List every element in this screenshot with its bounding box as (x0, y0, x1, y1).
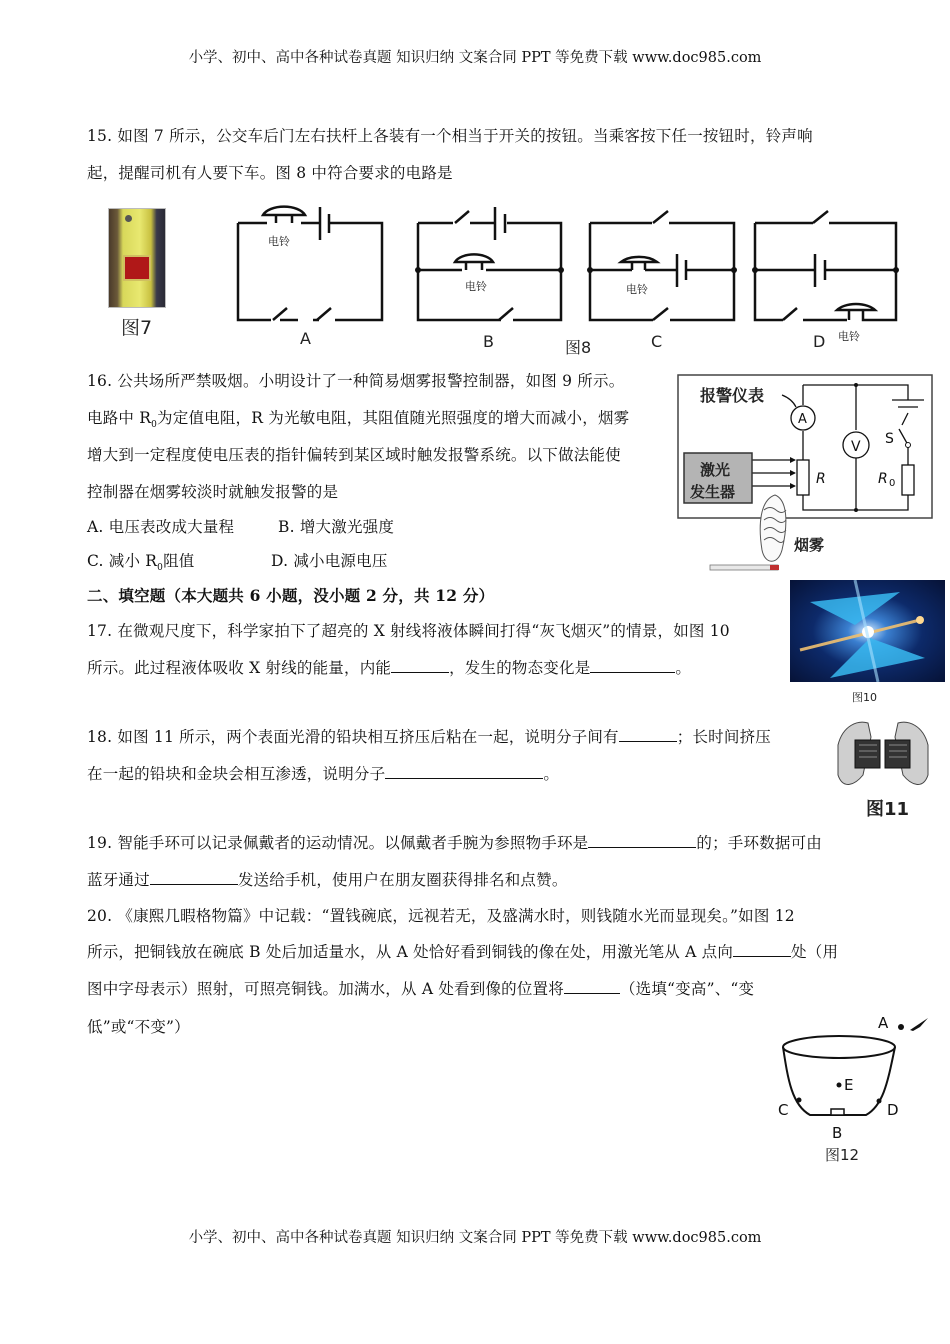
fig11-label: 图11 (866, 799, 910, 820)
fig10-label: 图10 (852, 691, 877, 704)
svg-text:C: C (778, 1101, 789, 1119)
circuit-c-bell-label: 电铃 (626, 283, 648, 296)
red-button-icon (123, 255, 151, 281)
fig11-lead-blocks (833, 715, 933, 795)
circuit-a-bell-label: 电铃 (268, 235, 290, 248)
circuit-d (755, 211, 896, 320)
svg-text:报警仪表: 报警仪表 (700, 386, 765, 405)
svg-text:R: R (878, 471, 888, 487)
resistor-r-icon (797, 460, 809, 495)
section2-title: 二、填空题（本大题共 6 小题，没小题 2 分，共 12 分） (87, 586, 495, 605)
page-header: 小学、初中、高中各种试卷真题 知识归纳 文案合同 PPT 等免费下载 www.doc985.com (188, 50, 762, 66)
q18-text-line1: 18. 如图 11 所示，两个表面光滑的铅块相互挤压后粘在一起，说明分子间有 ；长时间挤压 (87, 728, 771, 746)
q15-text-line2: 起，提醒司机有人要下车。图 8 中符合要求的电路是 (87, 164, 453, 182)
svg-text:烟雾: 烟雾 (794, 536, 825, 554)
svg-text:激光: 激光 (700, 461, 731, 479)
fig12-bowl-diagram (770, 1005, 940, 1170)
svg-text:E: E (844, 1076, 854, 1094)
option-d-label: D (813, 332, 826, 351)
q19-text-line1: 19. 智能手环可以记录佩戴者的运动情况。以佩戴者手腕为参照物手环是 的；手环数据可由 (87, 834, 822, 852)
q15-text-line1: 15. 如图 7 所示，公交车后门左右扶杆上各装有一个相当于开关的按钮。当乘客按下任一按钮时，铃声响 (87, 127, 813, 145)
resistor-r0-icon (902, 465, 914, 495)
q16-text-line2: 电路中 $R_0$为定值电阻，R 为光敏电阻，其阻值随光照强度的增大而减小，烟雾 (87, 409, 630, 431)
svg-text:A: A (798, 412, 807, 427)
svg-text:发生器: 发生器 (690, 483, 736, 501)
cigarette-icon (710, 565, 778, 570)
q20-blank-1[interactable] (733, 942, 791, 957)
q16-text-line1: 16. 公共场所严禁吸烟。小明设计了一种简易烟雾报警控制器，如图 9 所示。 (87, 372, 625, 390)
q16-text-line3: 增大到一定程度使电压表的指针偏转到某区域时触发报警系统。以下做法能使 (87, 446, 621, 464)
svg-text:A: A (878, 1014, 889, 1032)
q18-blank-1[interactable] (619, 727, 677, 742)
page-footer: 小学、初中、高中各种试卷真题 知识归纳 文案合同 PPT 等免费下载 www.doc985.com (188, 1230, 762, 1246)
fig10-xray-image (790, 580, 945, 682)
fig7-photo (108, 208, 166, 308)
q17-blank-2[interactable] (590, 658, 675, 673)
svg-text:R: R (816, 471, 826, 487)
svg-text:D: D (887, 1101, 899, 1119)
q16-option-b: B. 增大激光强度 (278, 518, 395, 536)
q16-text-line4: 控制器在烟雾较淡时就触发报警的是 (87, 483, 339, 501)
q20-text-line4: 低”或“不变”） (87, 1018, 190, 1036)
svg-text:V: V (851, 439, 861, 455)
q20-blank-2[interactable] (564, 979, 620, 994)
fig9-smoke-alarm-circuit (670, 365, 940, 575)
circuit-b (418, 207, 561, 320)
svg-text:B: B (832, 1124, 843, 1142)
q17-text-line1: 17. 在微观尺度下，科学家拍下了超亮的 X 射线将液体瞬间打得“灰飞烟灭”的情景，如图 10 (87, 622, 730, 640)
coin-icon (831, 1109, 844, 1115)
q17-text-line2: 所示。此过程液体吸收 X 射线的能量，内能 ，发生的物态变化是 。 (87, 659, 692, 677)
svg-text:S: S (885, 431, 894, 447)
option-c-label: C (651, 332, 663, 351)
q19-blank-2[interactable] (150, 870, 238, 885)
circuit-d-bell-label: 电铃 (838, 330, 860, 343)
q20-text-line1: 20. 《康熙几暇格物篇》中记载：“置钱碗底，远视若无，及盛满水时，则钱随水光而显现矣。”如图 12 (87, 907, 795, 925)
q20-text-line3: 图中字母表示）照射，可照亮铜钱。加满水，从 A 处看到像的位置将 （选填“变高”、“变 (87, 980, 755, 998)
circuit-c (590, 211, 734, 320)
q17-blank-1[interactable] (391, 658, 449, 673)
fig8-label: 图8 (565, 338, 592, 357)
button-screw-icon (125, 215, 132, 222)
q19-text-line2: 蓝牙通过 发送给手机，使用户在朋友圈获得排名和点赞。 (87, 871, 568, 889)
circuit-a (238, 207, 382, 320)
q16-option-d: D. 减小电源电压 (271, 552, 388, 570)
q20-text-line2: 所示，把铜钱放在碗底 B 处后加适量水，从 A 处恰好看到铜钱的像在处，用激光笔从 A 点向 处（用 (87, 943, 839, 961)
laser-pen-icon (910, 1018, 928, 1031)
q19-blank-1[interactable] (588, 833, 696, 848)
option-a-label: A (300, 329, 311, 348)
circuit-b-bell-label: 电铃 (465, 280, 487, 293)
q16-option-c: C. 减小 $R_0$阻值 (87, 552, 195, 574)
option-b-label: B (483, 332, 494, 351)
q18-blank-2[interactable] (385, 764, 543, 779)
svg-text:0: 0 (889, 478, 896, 489)
q18-text-line2: 在一起的铅块和金块会相互渗透，说明分子 。 (87, 765, 560, 783)
fig7-label: 图7 (121, 317, 153, 339)
q16-option-a: A. 电压表改成大量程 (87, 518, 235, 536)
svg-text:图12: 图12 (825, 1146, 860, 1164)
